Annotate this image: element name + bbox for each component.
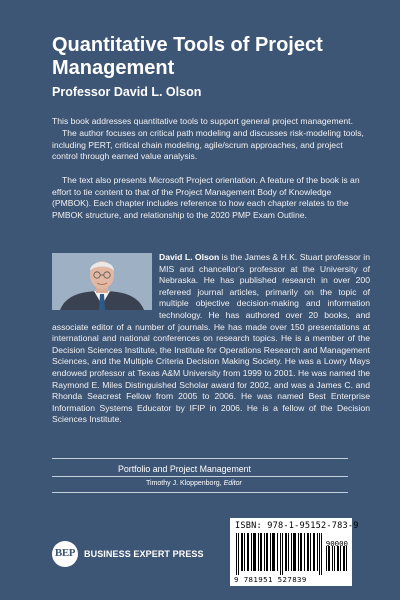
series-title: Portfolio and Project Management	[118, 464, 252, 474]
series-divider-middle	[52, 476, 348, 477]
publisher-logo	[52, 541, 78, 567]
description-paragraph-2: The author focuses on critical path modeling and discusses risk-modeling tools, including PERT, critical chain modeling, agile/scrum approaches, and project control through earned value analysis.	[52, 128, 364, 162]
author-photo	[52, 253, 152, 310]
isbn-label: ISBN: 978-1-95152-783-9	[235, 521, 359, 531]
author-bio	[52, 252, 370, 426]
book-author: Professor David L. Olson	[52, 85, 202, 99]
bio-text: is the James & H.K. Stuart professor in MIS and chancellor's professor at the University of Nebraska. He has published research in over 200 refereed journal articles, primarily on the topic of multiple objective decision-making and information technology. He has authored over 20 books, and associate editor of a number of journals. He has made over 150 presentations at international and national conferences on research topics. He is a member of the Decision Sciences Institute, the Institute for Operations Research and Management Sciences, and the Multiple Criteria Decision Making Society. He was a Lowry Mays endowed professor at Texas A&M University from 1999 to 2001. He was named the Raymond E. Miles Distinguished Scholar award for 2002, and was a James C. and Rhonda Seacrest Fellow from 2005 to 2006. He was named Best Enterprise Information Systems Educator by IFIP in 2006. He is a fellow of the Decision Sciences Institute.	[52, 252, 370, 425]
price-code: 90000	[325, 539, 348, 548]
series-editor-role: Editor	[223, 480, 242, 487]
series-divider-bottom	[52, 492, 348, 493]
bio-author-name: David L. Olson	[159, 252, 220, 262]
series-divider-top	[52, 458, 348, 459]
description-paragraph-1: This book addresses quantitative tools to support general project management.	[52, 116, 353, 126]
publisher-logo-text: BEP	[54, 547, 76, 559]
barcode	[230, 518, 359, 586]
description-paragraph-3: The text also presents Microsoft Project orientation. A feature of the book is an effort to tie content to that of the Project Management Body of Knowledge (PMBOK). Each chapter includes reference to how each chapter relates to the PMBOK structure, and relationship to the 2020 PMP Exam Outline.	[52, 175, 360, 220]
barcode-number: 9 781951 527839	[234, 575, 307, 584]
series-editor-name: Timothy J. Kloppenborg,	[146, 480, 224, 487]
publisher-name: BUSINESS EXPERT PRESS	[84, 549, 204, 559]
book-title: Quantitative Tools of Project Management	[52, 34, 323, 79]
series-editor	[146, 480, 242, 487]
